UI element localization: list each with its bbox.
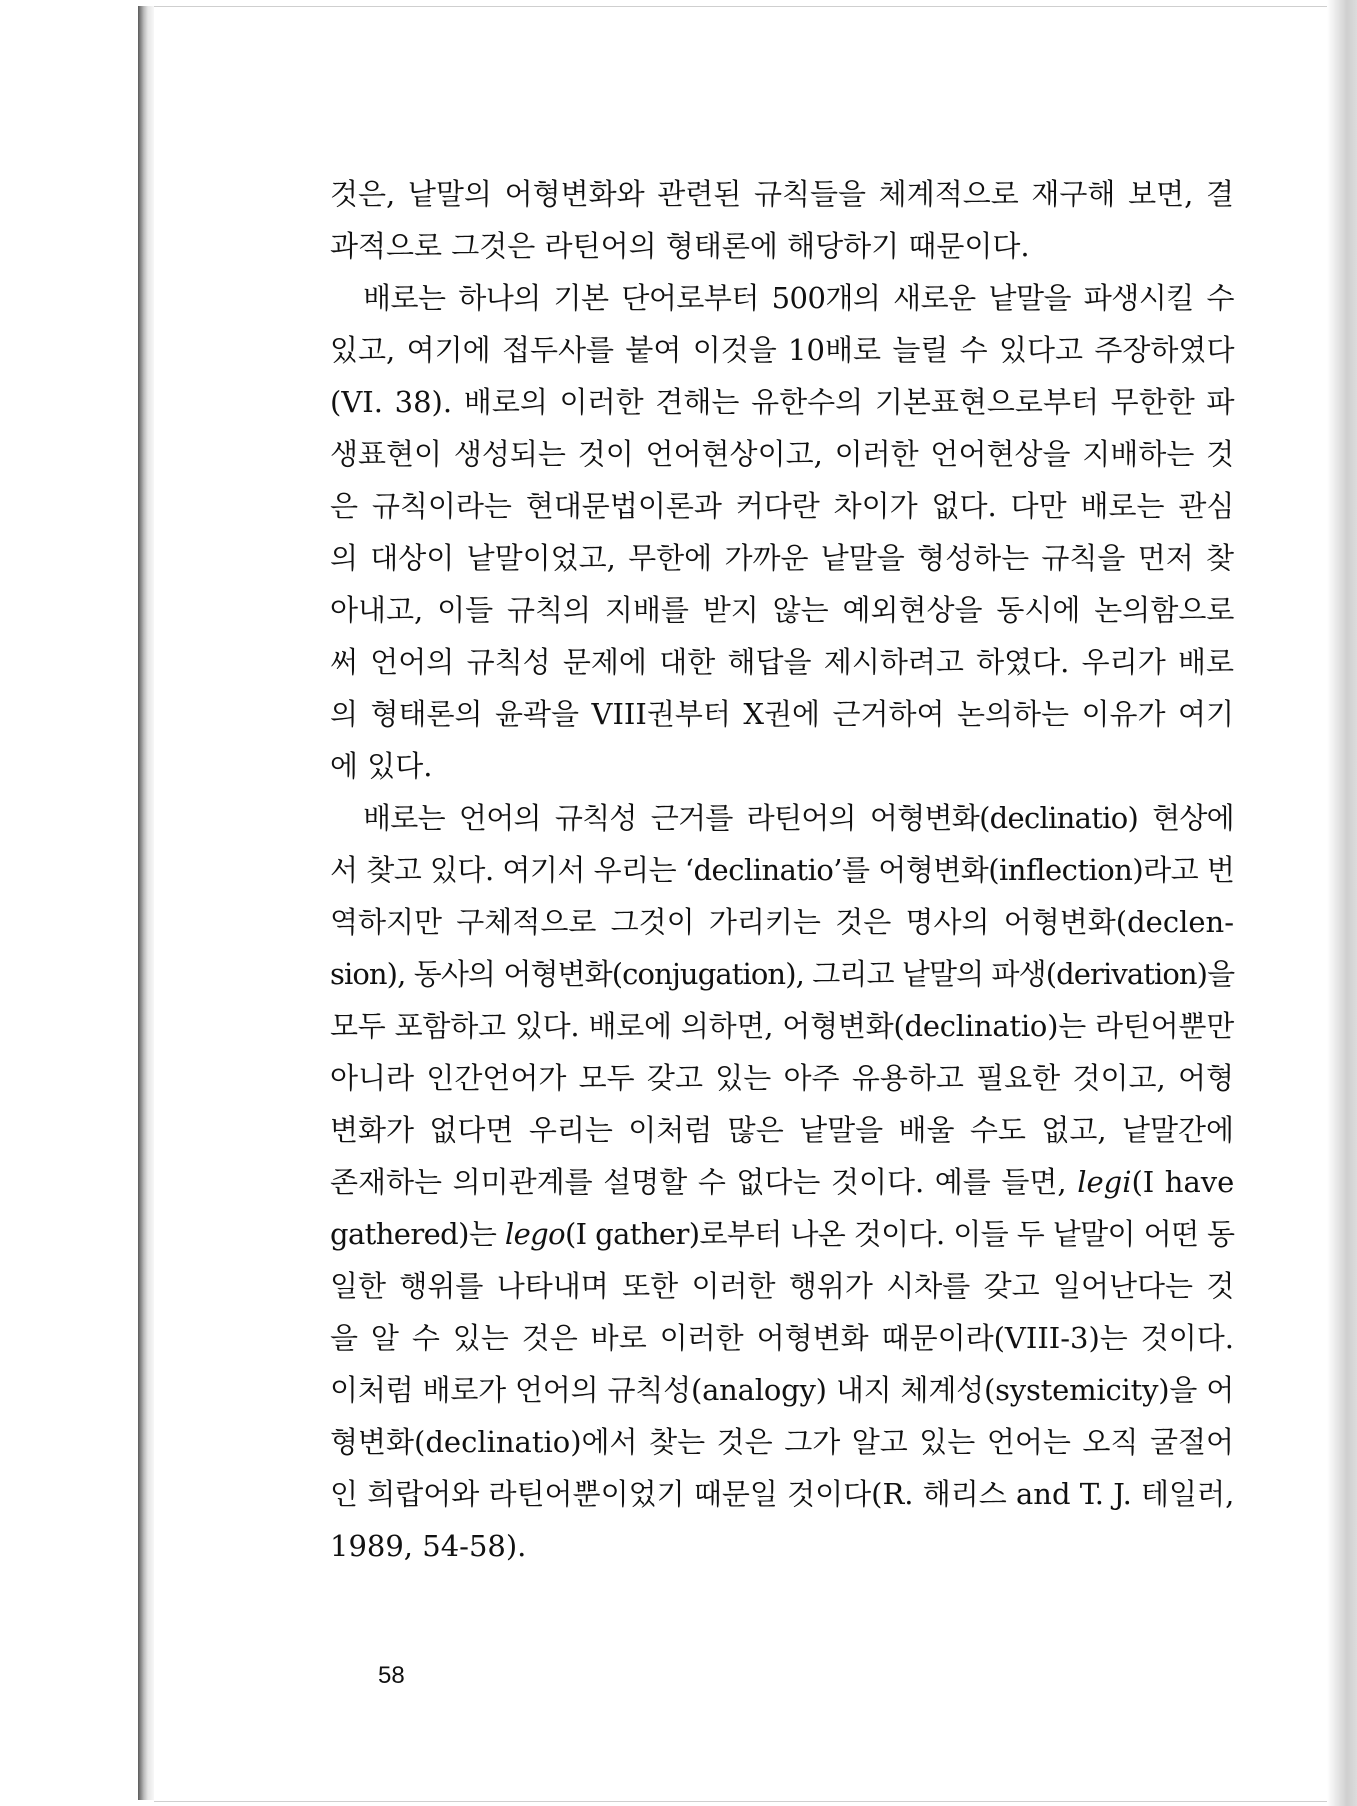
text-line [330,1208,1234,1260]
text-line: 아내고, 이들 규칙의 지배를 받지 않는 예외현상을 동시에 논의함으로 [330,593,1235,627]
text-line: 을 알 수 있는 것은 바로 이러한 어형변화 때문이라(VIII-3)는 것이다. [330,1321,1234,1355]
text-segment: 존재하는 의미관계를 설명할 수 없다는 것이다. 예를 들면, [330,1165,1078,1199]
text-line: 인 희랍어와 라틴어뿐이었기 때문일 것이다(R. 해리스 and T. J. 테일러, [330,1477,1235,1511]
text-line: 써 언어의 규칙성 문제에 대한 해답을 제시하려고 하였다. 우리가 배로 [330,645,1234,679]
text-line: 은 규칙이라는 현대문법이론과 커다란 차이가 없다. 다만 배로는 관심 [330,489,1235,523]
text-segment: (I have [1131,1165,1235,1199]
text-line: 의 형태론의 윤곽을 VIII권부터 X권에 근거하여 논의하는 이유가 여기 [330,697,1235,731]
page-number: 58 [378,1662,405,1689]
text-line: 형변화(declinatio)에서 찾는 것은 그가 알고 있는 언어는 오직 굴절어 [330,1425,1234,1459]
text-line: 일한 행위를 나타내며 또한 이러한 행위가 시차를 갖고 일어난다는 것 [330,1269,1235,1303]
text-line: 과적으로 그것은 라틴어의 형태론에 해당하기 때문이다. [330,229,1030,263]
paragraph-3 [330,792,1234,1572]
paragraph-1 [330,168,1234,272]
italic-word: legi [1077,1165,1132,1199]
text-line: 생표현이 생성되는 것이 언어현상이고, 이러한 언어현상을 지배하는 것 [330,437,1235,471]
text-line [330,1156,1234,1208]
text-line: 배로는 하나의 기본 단어로부터 500개의 새로운 낱말을 파생시킬 수 [363,281,1234,315]
text-line: 서 찾고 있다. 여기서 우리는 ‘declinatio’를 어형변화(inflection)라고 번 [330,853,1235,887]
text-line: 배로는 언어의 규칙성 근거를 라틴어의 어형변화(declinatio) 현상에 [363,801,1234,835]
text-line: 이처럼 배로가 언어의 규칙성(analogy) 내지 체계성(systemicity)을 어 [330,1373,1235,1407]
text-line: 에 있다. [330,749,433,783]
text-line: 변화가 없다면 우리는 이처럼 많은 낱말을 배울 수도 없고, 낱말간에 [330,1113,1234,1147]
text-line: 모두 포함하고 있다. 배로에 의하면, 어형변화(declinatio)는 라틴어뿐만 [330,1009,1234,1043]
book-page-edge [138,6,154,1800]
page-shadow [1327,0,1357,1806]
text-line: 역하지만 구체적으로 그것이 가리키는 것은 명사의 어형변화(declen- [330,905,1234,939]
text-segment: gathered)는 [330,1217,505,1251]
text-line: 것은, 낱말의 어형변화와 관련된 규칙들을 체계적으로 재구해 보면, 결 [330,177,1234,211]
text-line: sion), 동사의 어형변화(conjugation), 그리고 낱말의 파생(derivation)을 [330,957,1235,991]
text-line: 있고, 여기에 접두사를 붙여 이것을 10배로 늘릴 수 있다고 주장하였다 [330,333,1235,367]
text-line: 의 대상이 낱말이었고, 무한에 가까운 낱말을 형성하는 규칙을 먼저 찾 [330,541,1234,575]
text-line: 1989, 54-58). [330,1529,527,1563]
body-text [330,168,1234,1572]
text-line: (VI. 38). 배로의 이러한 견해는 유한수의 기본표현으로부터 무한한 파 [330,385,1235,419]
text-segment: (I gather)로부터 나온 것이다. 이들 두 낱말이 어떤 동 [564,1217,1235,1251]
text-line: 아니라 인간언어가 모두 갖고 있는 아주 유용하고 필요한 것이고, 어형 [330,1061,1234,1095]
paragraph-2 [330,272,1234,792]
italic-word: lego [504,1217,565,1251]
